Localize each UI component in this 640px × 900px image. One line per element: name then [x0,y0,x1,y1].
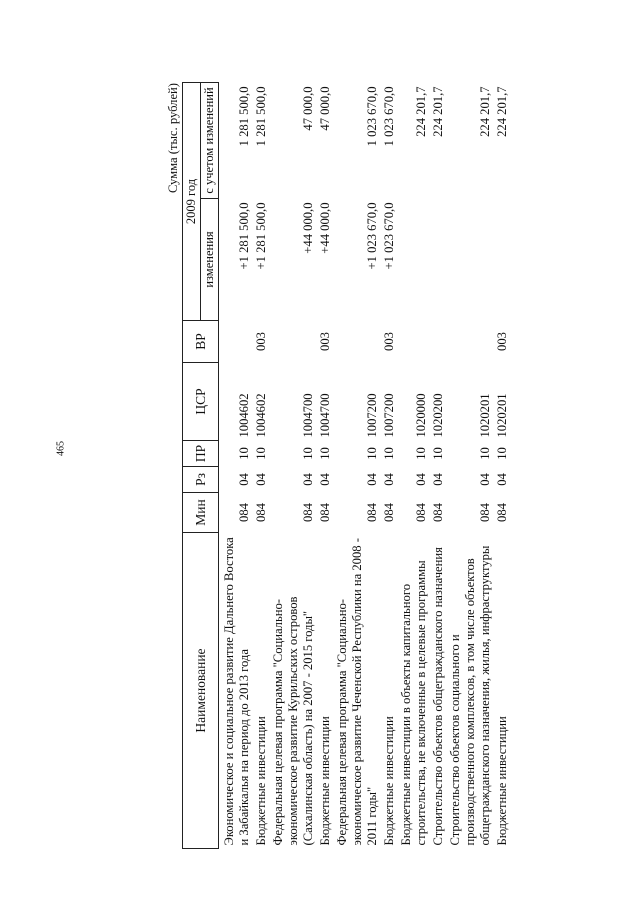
header-min: Мин [183,493,219,533]
row-name: Экономическое и социальное развитие Дальнего Востока и Забайкалья на период до 2013 года [222,537,251,846]
row-total: 47 000,0 [301,86,315,131]
header-pr: ПР [183,441,219,467]
header-csr: ЦСР [183,363,219,441]
row-csr: 1004602 [237,393,251,438]
row-rz: 04 [495,473,509,486]
row-rz: 04 [414,473,428,486]
page-number: 465 [55,441,67,456]
row-min: 084 [431,503,445,522]
row-change: +1 281 500,0 [254,202,268,270]
row-csr: 1004700 [301,393,315,438]
row-rz: 04 [365,473,379,486]
row-change: +1 023 670,0 [365,202,379,270]
row-total: 1 023 670,0 [365,86,379,147]
row-rz: 04 [382,473,396,486]
row-vr [398,321,430,363]
row-name: Бюджетные инвестиции в объекты капитального строительства, не включенные в целевые программы [399,560,428,846]
row-rz: 04 [318,473,332,486]
table-row [447,82,494,848]
header-name: Наименование [183,533,219,849]
table-row [270,82,317,848]
rotated-document [165,83,640,849]
row-change [447,199,494,321]
row-change: +44 000,0 [318,202,332,254]
row-rz: 04 [237,473,251,486]
row-total: 224 201,7 [414,86,428,137]
row-change [398,199,430,321]
table-row [317,82,334,848]
table-row [398,82,430,848]
budget-table [182,82,511,849]
table-row [494,82,511,848]
row-min: 084 [254,503,268,522]
row-total: 224 201,7 [431,86,445,137]
row-total: 1 023 670,0 [382,86,396,147]
row-min: 084 [237,503,251,522]
row-csr: 1004602 [254,393,268,438]
row-name: Бюджетные инвестиции [382,716,396,846]
row-csr: 1020201 [478,393,492,438]
row-total: 224 201,7 [478,86,492,137]
row-pr: 10 [431,447,445,460]
row-min: 084 [365,503,379,522]
row-name: Строительство объектов социального и производственного комплексов, в том числе объектов общегражданского назначения, жилья, инфраструктуры [448,545,492,846]
row-rz: 04 [254,473,268,486]
row-name: Строительство объектов общегражданского назначения [431,547,445,846]
row-total: 1 281 500,0 [254,86,268,147]
row-vr [270,321,317,363]
row-vr: 003 [495,332,509,351]
row-rz: 04 [431,473,445,486]
row-csr: 1004700 [318,393,332,438]
row-pr: 10 [478,447,492,460]
row-rz: 04 [301,473,315,486]
row-pr: 10 [414,447,428,460]
table-header [183,82,219,848]
header-changes: изменения [201,199,219,321]
row-min: 084 [414,503,428,522]
row-name: Бюджетные инвестиции [318,716,332,846]
row-pr: 10 [237,447,251,460]
table-row [334,82,381,848]
row-csr: 1007200 [365,393,379,438]
table-row [381,82,398,848]
row-min: 084 [495,503,509,522]
row-total: 224 201,7 [495,86,509,137]
row-pr: 10 [495,447,509,460]
header-with-changes: с учетом изменений [201,82,219,198]
row-total: 47 000,0 [318,86,332,131]
header-rz: Рз [183,467,219,493]
row-name: Федеральная целевая программа "Социально-экономическое развитие Курильских островов (Сахалинская область) на 2007 - 2015 годы" [271,596,315,846]
row-vr [447,321,494,363]
row-rz: 04 [478,473,492,486]
row-change [494,199,511,321]
row-csr: 1007200 [382,393,396,438]
row-pr: 10 [382,447,396,460]
row-vr: 003 [318,332,332,351]
row-csr: 1020000 [414,393,428,438]
unit-label: Сумма (тыс. рублей) [166,83,180,194]
row-min: 084 [478,503,492,522]
row-vr: 003 [382,332,396,351]
row-csr: 1020201 [495,393,509,438]
row-vr [334,321,381,363]
row-pr: 10 [301,447,315,460]
table-row [253,82,270,848]
table-body [219,82,512,848]
row-total: 1 281 500,0 [237,86,251,147]
row-min: 084 [318,503,332,522]
row-change [430,199,447,321]
row-min: 084 [382,503,396,522]
row-change: +1 023 670,0 [382,202,396,270]
header-vr: ВР [183,321,219,363]
row-name: Бюджетные инвестиции [254,716,268,846]
row-vr [219,321,254,363]
row-pr: 10 [254,447,268,460]
header-year: 2009 год [183,82,201,320]
row-name: Бюджетные инвестиции [495,716,509,846]
row-vr: 003 [254,332,268,351]
row-change: +44 000,0 [301,202,315,254]
table-row [430,82,447,848]
row-vr [430,321,447,363]
row-min: 084 [301,503,315,522]
row-pr: 10 [318,447,332,460]
row-pr: 10 [365,447,379,460]
row-name: Федеральная целевая программа "Социально-экономическое развитие Чеченской Республики на 2008 - 2011 годы" [335,538,379,846]
row-change: +1 281 500,0 [237,202,251,270]
table-row [219,82,254,848]
row-csr: 1020200 [431,393,445,438]
